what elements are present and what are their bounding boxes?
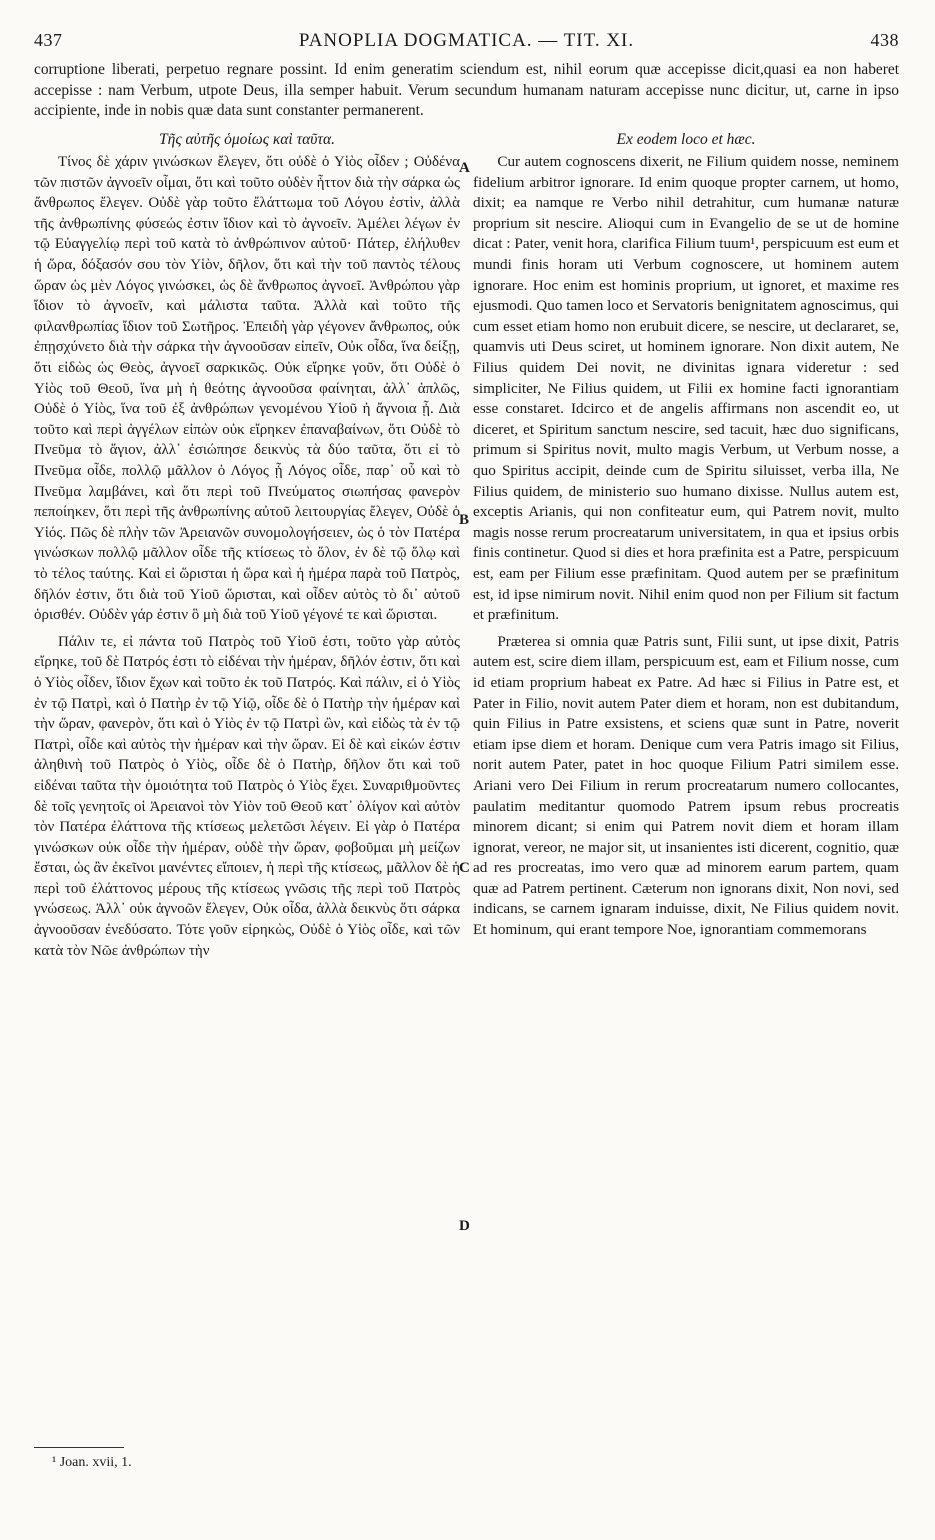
footnote: ¹ Joan. xvii, 1. xyxy=(52,1455,132,1470)
footnote-rule xyxy=(34,1447,124,1448)
margin-marker-d: D xyxy=(459,1218,470,1234)
margin-marker-a: A xyxy=(459,160,470,176)
margin-marker-c: C xyxy=(459,860,470,876)
latin-column xyxy=(473,130,899,962)
two-column-body xyxy=(34,130,899,962)
latin-paragraph-2: Præterea si omnia quæ Patris sunt, Filii sunt, ut ipse dixit, Patris autem est, scire diem illam, perspicuum est, eam et Filium nosse, cum id etiam proprium habeat ex Patre. Ad hæc si Filius in Patre est, et Pater in Filio, novit autem Pater diem et horam, non est dubitandum, quin Filius in Patre exsistens, et sciens quæ sunt in Patre, noverit etiam ipse diem et horam. Denique cum vera Patris imago sit Filius, norit autem Pater, patet in hoc quoque Filium Patri similem esse. Ariani vero Dei Filium in rerum procreatarum numero collocantes, paulatim meditantur quomodo Patrem ipsum rebus procreatis minorem dicant; si enim qui Patrem novit diem et horam illam ignorat, vereor, ne major sit, ut insanientes isti dicerent, cognitio, quæ ad res procreatas, imo vero quæ ad minorem earum partem, quam quæ ad Patrem pertinent. Cæterum non ignorans dixit, Non novi, sed indicans, se carnem ignaram induisse, dixit, Ne Filius quidem novit. Et hominum, qui erant tempore Noe, ignorantiam commemorans xyxy=(473,632,899,939)
greek-paragraph-1: Τίνος δὲ χάριν γινώσκων ἔλεγεν, ὅτι οὐδὲ ὁ Υἱὸς οἶδεν ; Οὐδένα τῶν πιστῶν ἀγνοεῖν οἶμαι, ὅτι καὶ τοῦτο οὐδὲν ἧττον διὰ τὴν σάρκα ὡς ἄνθρωπος ἔλεγεν. Οὐδὲ γὰρ τοῦτο ἔλάττωμα τοῦ Λόγου ἐστὶν, ἀλλὰ τῆς ἀνθρωπίνης φύσεώς ἐστιν ἴδιον καὶ τὸ ἀγνοεῖν. Ἀμέλει λέγων ἐν τῷ Εὐαγγελίῳ περὶ τοῦ κατὰ τὸ ἀνθρώπινον αὐτοῦ· Πάτερ, ἐλήλυθεν ἡ ὥρα, δόξασόν σου τὸν Υἱὸν, δῆλον, ὅτι καὶ τὴν τοῦ παντὸς τέλους ὥραν ὡς μὲν Λόγος γινώσκει, ὡς δὲ ἄνθρωπος ἀγνοεῖ. Ἀνθρώπου γὰρ ἴδιον τὸ ἀγνοεῖν, καὶ μάλιστα ταῦτα. Ἀλλὰ καὶ τοῦτο τῆς φιλανθρωπίας ἴδιον τοῦ Σωτῆρος. Ἐπειδὴ γὰρ γέγονεν ἄνθρωπος, οὐκ ἐπῃσχύνετο διὰ τὴν σάρκα τὴν ἀγνοοῦσαν εἰπεῖν, Οὐκ οἶδα, ἵνα δείξῃ, ὅτι εἰδὼς ὡς Θεὸς, ἀγνοεῖ σαρκικῶς. Οὐκ εἴρηκε γοῦν, ὅτι Οὐδὲ ὁ Υἱὸς τοῦ Θεοῦ, ἵνα μὴ ἡ θεότης ἀγνοοῦσα φαίνηται, ἀλλ᾽ ἁπλῶς, Οὐδὲ ὁ Υἱὸς, ἵνα τοῦ ἐξ ἀνθρώπων γενομένου Υἱοῦ ἡ ἄγνοια ᾖ. Διὰ τοῦτο καὶ περὶ ἀγγέλων εἰπὼν οὐκ εἴρηκεν ἐπαναβαίνων, ὅτι Οὐδὲ τὸ Πνεῦμα τὸ ἅγιον, ἀλλ᾽ ἐσιώπησε δεικνὺς τὰ δύο ταῦτα, ὅτι εἰ τὸ Πνεῦμα οἶδε, πολλῷ μᾶλλον ὁ Λόγος ᾗ Λόγος οἶδε, παρ᾽ οὗ καὶ τὸ Πνεῦμα λαμβάνει, καὶ ὅτι περὶ τοῦ Πνεύματος σιωπήσας φανερὸν πεποίηκεν, ὅτι περὶ τῆς ἀνθρωπίνης αὐτοῦ λειτουργίας ἔλεγεν, Οὐδὲ ὁ Υἱός. Πῶς δὲ πλὴν τῶν Ἀρειανῶν συνομολογήσειεν, ὡς ὁ τὸν Πατέρα γινώσκων πολλῷ μᾶλλον οἶδε τῆς κτίσεως τὸ ὅλον, ἐν δὲ τῷ ὅλῳ καὶ τὸ τέλος ταύτης. Καὶ εἰ ὥρισται ἡ ὥρα καὶ ἡ ἡμέρα παρὰ τοῦ Πατρὸς, δῆλόν ἐστιν, ὅτι διὰ τοῦ Υἱοῦ ὥρισται, καὶ οἶδεν αὐτὸς τὸ δι᾽ αὐτοῦ ὁρισθέν. Οὐδὲν γάρ ἐστιν ὃ μὴ διὰ τοῦ Υἱοῦ γέγονέ τε καὶ ὥρισται. xyxy=(34,154,460,624)
margin-marker-b: B xyxy=(459,512,470,528)
greek-heading: Τῆς αὐτῆς ὁμοίως καὶ ταῦτα. xyxy=(159,130,335,148)
latin-heading: Ex eodem loco et hæc. xyxy=(616,130,756,148)
running-title: PANOPLIA DOGMATICA. — TIT. XI. xyxy=(298,30,635,51)
right-page-number: 438 xyxy=(870,30,899,50)
running-header xyxy=(34,30,899,56)
greek-paragraph-2: Πάλιν τε, εἰ πάντα τοῦ Πατρὸς τοῦ Υἱοῦ ἐστι, τοῦτο γὰρ αὐτὸς εἴρηκε, τοῦ δὲ Πατρός ἐστι τὸ εἰδέναι τὴν ἡμέραν, δῆλόν ἐστιν, ὅτι καὶ ὁ Υἱὸς οἶδεν, ἴδιον ἔχων καὶ τοῦτο ἐκ τοῦ Πατρός. Καὶ πάλιν, εἰ ὁ Υἱὸς ἐν τῷ Πατρὶ, καὶ ὁ Πατὴρ ἐν τῷ Υἱῷ, οἶδε δὲ ὁ Πατὴρ τὴν ἡμέραν καὶ τὴν ὥραν, φανερὸν, ὅτι καὶ ὁ Υἱὸς ἐν τῷ Πατρὶ ὢν, καὶ εἰδὼς τὰ ἐν τῷ Πατρὶ, οἶδε καὶ αὐτὸς τὴν ἡμέραν καὶ τὴν ὥραν. Εἰ δὲ καὶ εἰκών ἐστιν ἀληθινὴ τοῦ Πατρὸς ὁ Υἱὸς, οἶδε δὲ ὁ Πατὴρ, δῆλον ὅτι καὶ τοῦ εἰδέναι ταῦτα τὴν ὁμοιότητα τοῦ Πατρὸς ὁ Υἱὸς ἔχει. Συναριθμοῦντες δὲ τοῖς γενητοῖς οἱ Ἀρειανοὶ τὸν Υἱὸν τοῦ Θεοῦ κατ᾽ ὀλίγον καὶ αὐτὸν τὸν Πατέρα ἐλάττονα τῆς κτίσεως μελετῶσι λέγειν. Εἰ γὰρ ὁ Πατέρα γινώσκων οὐκ οἶδε τὴν ἡμέραν, οὐδὲ τὴν ὥραν, φοβοῦμαι μὴ μείζων ἔσται, ὡς ἂν ἐκεῖνοι μανέντες εἴποιεν, ἡ περὶ τῆς κτίσεως, μᾶλλον δὲ ἡ περὶ τοῦ ἐλάττονος μέρους τῆς κτίσεως γνῶσις τῆς περὶ τοῦ Πατρὸς γνώσεως. Ἀλλ᾽ οὐκ ἀγνοῶν ἔλεγεν, Οὐκ οἶδα, ἀλλὰ δεικνὺς ὅτι σάρκα ἀγνοοῦσαν ἐνεδύσατο. Τότε γοῦν εἰρηκὼς, Οὐδὲ ὁ Υἱὸς οἶδε, καὶ τῶν κατὰ τὸν Νῶε ἀνθρώπων τὴν xyxy=(34,633,460,959)
intro-paragraph: corruptione liberati, perpetuo regnare possint. Id enim generatim sciendum est, nihil eorum quæ accepisse dicit,quasi ea non haberet accepisse : nam Verbum, utpote Deus, illa semper habuit. Verum secundum humanam naturam accepisse nunc dicitur, ut, carne in ipso accipiente, inde in nobis quæ data sunt constanter permanerent. xyxy=(34,61,899,119)
latin-paragraph-1: Cur autem cognoscens dixerit, ne Filium quidem nosse, neminem fidelium arbitror ignorare. Id enim quoque propter carnem, ut homo, dixit; ea namque re Verbo nihil detrahitur, cum humanæ naturæ proprium sit nescire. Alioqui cum in Evangelio de se ut de homine dicat : Pater, venit hora, clarifica Filium tuum¹, perspicuum est eum et mundi finis horam uti Verbum cognoscere, ut hominem autem ignorare. Hoc enim est hominis proprium, ut ignoret, et maxime res ejusmodi. Quo tamen loco et Servatoris benignitatem agnoscimus, qui cum esset etiam homo non erubuit dicere, se nescire, ut declararet, se, quamvis uti Deus sciret, ut hominem ignorare. Non dixit autem, Ne Filius quidem Dei novit, ne divinitas ignara videretur : sed simpliciter, Ne Filius quidem, ut Filii ex homine facti ignorantiam esse constaret. Idcirco et de angelis affirmans non ascendit eo, ut diceret, et Spiritum sanctum nescire, sed tacuit, hæc duo significans, primum si Spiritus novit, multo magis Verbum, ut Verbum nosse, a quo Spiritus accipit, deinde cum de Spiritu siluisset, verba illa, Ne Filius quidem, de ministerio suo humano dixisse. Nullus autem est, exceptis Arianis, qui non confiteatur eum, qui Patrem novit, multo magis nosse rerum procreatarum universitatem, in qua et ipsius orbis finis continetur. Quod si dies et hora præfinita est a Patre, perspicuum est, eam per Filium esse præfinitam. Quod autem per se præfinitum est, id ipse nimirum novit. Nihil enim quod non per Filium sit factum et præfinitum. xyxy=(473,153,900,624)
left-page-number: 437 xyxy=(34,30,63,50)
greek-column xyxy=(34,130,460,962)
